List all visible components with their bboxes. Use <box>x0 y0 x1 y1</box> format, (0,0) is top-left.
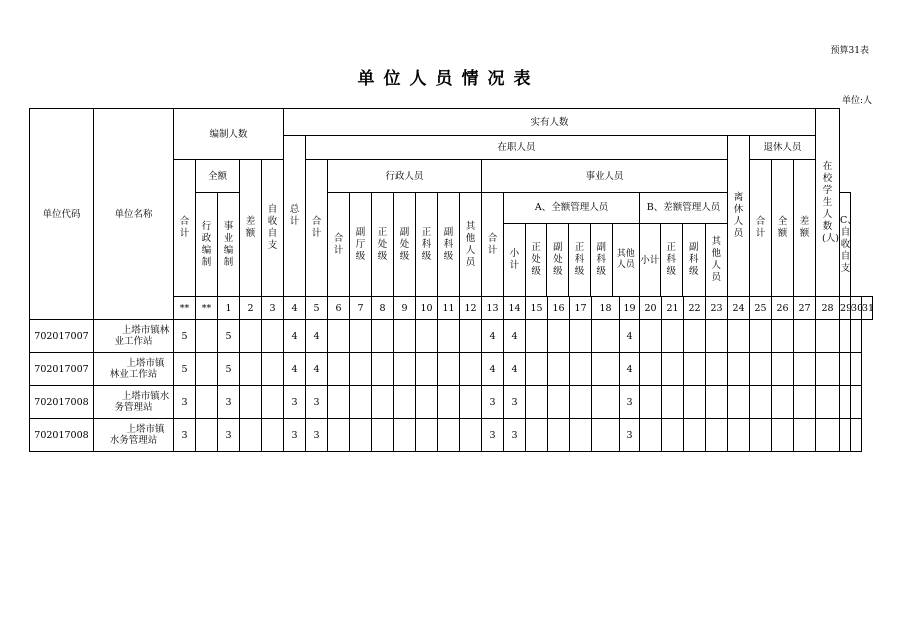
idx-19: 19 <box>620 297 640 320</box>
value-cell <box>794 386 816 419</box>
hdr-students: 在校学生人数(人) <box>816 109 840 297</box>
value-cell <box>350 320 372 353</box>
value-cell <box>570 320 592 353</box>
hdr-dept-div: 正处级 <box>372 193 394 297</box>
hdr-a-sect: 正科级 <box>568 224 590 296</box>
value-cell: 3 <box>174 386 196 419</box>
unit-name-line1: 上塔市镇水 <box>121 391 170 402</box>
value-cell <box>851 386 862 419</box>
value-cell <box>416 419 438 452</box>
value-cell: 4 <box>504 353 526 386</box>
unit-name-line2: 水务管理站 <box>109 435 158 446</box>
hdr-deputy-dept: 副厅级 <box>350 193 372 297</box>
value-cell <box>662 353 684 386</box>
value-cell <box>592 386 620 419</box>
value-cell <box>350 386 372 419</box>
value-cell <box>684 320 706 353</box>
unit-name-cell <box>94 320 174 353</box>
value-cell <box>548 386 570 419</box>
unit-code-cell: 702017008 <box>30 419 94 452</box>
value-cell <box>196 386 218 419</box>
value-cell <box>570 386 592 419</box>
value-cell <box>816 320 840 353</box>
hdr-c-self: C、自收自支 <box>840 193 851 297</box>
value-cell <box>240 320 262 353</box>
value-cell <box>728 320 750 353</box>
hdr-a-dsect: 副科级 <box>590 224 612 296</box>
idx-7: 7 <box>350 297 372 320</box>
value-cell <box>794 419 816 452</box>
idx-5: 5 <box>306 297 328 320</box>
hdr-b-diff-group <box>640 193 728 297</box>
value-cell <box>262 353 284 386</box>
idx-1: 1 <box>218 297 240 320</box>
hdr-actual: 实有人数 <box>284 109 816 136</box>
idx-24: 24 <box>728 297 750 320</box>
hdr-a-ddiv: 副处级 <box>546 224 568 296</box>
value-cell <box>684 419 706 452</box>
hdr-deputy-div: 副处级 <box>394 193 416 297</box>
value-cell <box>526 386 548 419</box>
unit-name-cell <box>94 386 174 419</box>
idx-2: 2 <box>240 297 262 320</box>
hdr-b-sub: 小计 <box>640 254 660 266</box>
value-cell <box>706 419 728 452</box>
hdr-grand-total: 总计 <box>284 136 306 297</box>
idx-17: 17 <box>570 297 592 320</box>
idx-30: 30 <box>851 297 862 320</box>
value-cell <box>196 353 218 386</box>
hdr-r-total: 合计 <box>750 160 772 297</box>
hdr-r-diff: 差额 <box>794 160 816 297</box>
idx-10: 10 <box>416 297 438 320</box>
value-cell <box>750 386 772 419</box>
value-cell <box>416 353 438 386</box>
value-cell: 4 <box>284 320 306 353</box>
hdr-r-full: 全额 <box>772 160 794 297</box>
value-cell: 4 <box>620 320 640 353</box>
hdr-b-dsect: 副科级 <box>682 224 704 296</box>
idx-21: 21 <box>662 297 684 320</box>
table-row <box>30 353 873 386</box>
unit-name-line1: 上塔市镇林 <box>121 325 170 336</box>
value-cell: 4 <box>482 353 504 386</box>
hdr-other: 其他人员 <box>460 193 482 297</box>
hdr-deputy-sect: 副科级 <box>438 193 460 297</box>
value-cell: 3 <box>306 386 328 419</box>
unit-name-cell <box>94 419 174 452</box>
value-cell <box>728 386 750 419</box>
hdr-unit-code: 单位代码 <box>30 109 94 320</box>
value-cell <box>328 419 350 452</box>
value-cell <box>460 320 482 353</box>
hdr-quota: 编制人数 <box>174 109 284 160</box>
table-row <box>30 386 873 419</box>
value-cell: 3 <box>284 386 306 419</box>
hdr-a-full: A、全额管理人员 <box>504 193 639 224</box>
table-row <box>30 419 873 452</box>
value-cell <box>240 353 262 386</box>
value-cell <box>526 320 548 353</box>
value-cell <box>196 419 218 452</box>
value-cell <box>328 386 350 419</box>
value-cell <box>372 386 394 419</box>
value-cell <box>372 353 394 386</box>
value-cell <box>328 353 350 386</box>
hdr-a-other: 其他人员 <box>612 224 639 296</box>
unit-name-line1: 上塔市镇 <box>126 358 165 369</box>
hdr-b-other: 其他人员 <box>705 224 727 296</box>
value-cell <box>262 386 284 419</box>
value-cell <box>460 386 482 419</box>
value-cell: 4 <box>306 353 328 386</box>
value-cell <box>350 419 372 452</box>
idx-28: 28 <box>816 297 840 320</box>
hdr-inst: 事业人员 <box>482 160 728 193</box>
value-cell <box>460 419 482 452</box>
value-cell <box>438 353 460 386</box>
value-cell: 3 <box>620 419 640 452</box>
value-cell <box>328 320 350 353</box>
hdr-quota-self: 自收自支 <box>262 160 284 297</box>
unit-name-line2: 林业工作站 <box>109 369 158 380</box>
hdr-retired: 退休人员 <box>750 136 816 160</box>
idx-23: 23 <box>706 297 728 320</box>
idx-16: 16 <box>548 297 570 320</box>
idx-11: 11 <box>438 297 460 320</box>
value-cell: 3 <box>284 419 306 452</box>
hdr-quota-total: 合计 <box>174 160 196 297</box>
hdr-a-div: 正处级 <box>525 224 547 296</box>
value-cell: 5 <box>218 353 240 386</box>
unit-code-cell: 702017007 <box>30 320 94 353</box>
value-cell <box>460 353 482 386</box>
value-cell <box>662 386 684 419</box>
idx-15: 15 <box>526 297 548 320</box>
value-cell <box>851 419 862 452</box>
hdr-b-diff: B、差额管理人员 <box>640 193 727 224</box>
value-cell <box>438 320 460 353</box>
value-cell: 3 <box>504 419 526 452</box>
value-cell <box>794 320 816 353</box>
value-cell <box>570 419 592 452</box>
hdr-unit-name: 单位名称 <box>94 109 174 320</box>
idx-31: 31 <box>862 297 873 320</box>
value-cell <box>772 320 794 353</box>
idx-22: 22 <box>684 297 706 320</box>
value-cell <box>706 353 728 386</box>
value-cell <box>394 386 416 419</box>
unit-label: 单位:人 <box>841 96 872 106</box>
idx-25: 25 <box>750 297 772 320</box>
idx-code: ** <box>174 297 196 320</box>
idx-12: 12 <box>460 297 482 320</box>
hdr-on-total: 合计 <box>306 160 328 297</box>
hdr-quota-diff: 差额 <box>240 160 262 297</box>
value-cell <box>840 320 851 353</box>
hdr-adm-total: 合计 <box>328 193 350 297</box>
idx-13: 13 <box>482 297 504 320</box>
value-cell <box>706 320 728 353</box>
idx-4: 4 <box>284 297 306 320</box>
hdr-on-duty: 在职人员 <box>306 136 728 160</box>
hdr-a-full-group <box>504 193 640 297</box>
value-cell <box>372 419 394 452</box>
value-cell: 3 <box>306 419 328 452</box>
value-cell <box>684 386 706 419</box>
idx-29: 29 <box>840 297 851 320</box>
value-cell: 5 <box>218 320 240 353</box>
value-cell <box>772 353 794 386</box>
idx-6: 6 <box>328 297 350 320</box>
value-cell: 3 <box>482 419 504 452</box>
value-cell: 3 <box>504 386 526 419</box>
value-cell <box>438 419 460 452</box>
hdr-sect: 正科级 <box>416 193 438 297</box>
idx-14: 14 <box>504 297 526 320</box>
idx-26: 26 <box>772 297 794 320</box>
hdr-b-sect: 正科级 <box>660 224 682 296</box>
value-cell <box>816 386 840 419</box>
value-cell <box>262 419 284 452</box>
form-code: 预算31表 <box>830 46 869 56</box>
value-cell <box>640 320 662 353</box>
page-title: 单位人员情况表 <box>357 69 540 89</box>
value-cell <box>640 419 662 452</box>
value-cell <box>548 419 570 452</box>
idx-18: 18 <box>592 297 620 320</box>
hdr-admin-quota: 行政编制 <box>196 193 218 297</box>
value-cell <box>640 353 662 386</box>
value-cell <box>772 419 794 452</box>
value-cell: 3 <box>482 386 504 419</box>
value-cell <box>196 320 218 353</box>
unit-code-cell: 702017007 <box>30 353 94 386</box>
idx-27: 27 <box>794 297 816 320</box>
unit-name-cell <box>94 353 174 386</box>
value-cell <box>262 320 284 353</box>
value-cell <box>394 353 416 386</box>
value-cell: 4 <box>284 353 306 386</box>
value-cell <box>592 320 620 353</box>
value-cell <box>728 353 750 386</box>
idx-20: 20 <box>640 297 662 320</box>
idx-8: 8 <box>372 297 394 320</box>
value-cell: 5 <box>174 353 196 386</box>
value-cell <box>662 320 684 353</box>
table-row <box>30 320 873 353</box>
value-cell <box>438 386 460 419</box>
value-cell <box>840 386 851 419</box>
value-cell <box>728 419 750 452</box>
value-cell <box>240 386 262 419</box>
value-cell <box>592 353 620 386</box>
idx-9: 9 <box>394 297 416 320</box>
value-cell <box>394 419 416 452</box>
value-cell: 3 <box>174 419 196 452</box>
value-cell <box>416 320 438 353</box>
value-cell: 3 <box>218 419 240 452</box>
hdr-full: 全额 <box>196 160 240 193</box>
value-cell: 4 <box>482 320 504 353</box>
unit-name-line2: 业工作站 <box>114 336 153 347</box>
value-cell <box>372 320 394 353</box>
value-cell <box>816 353 840 386</box>
value-cell: 4 <box>504 320 526 353</box>
value-cell <box>851 320 862 353</box>
value-cell <box>750 320 772 353</box>
value-cell <box>684 353 706 386</box>
value-cell <box>240 419 262 452</box>
value-cell <box>794 353 816 386</box>
value-cell <box>416 386 438 419</box>
unit-code-cell: 702017008 <box>30 386 94 419</box>
value-cell <box>816 419 840 452</box>
value-cell <box>526 419 548 452</box>
hdr-a-sub: 小计 <box>509 248 520 271</box>
value-cell: 5 <box>174 320 196 353</box>
value-cell <box>394 320 416 353</box>
value-cell <box>750 353 772 386</box>
value-cell: 3 <box>620 386 640 419</box>
hdr-admin: 行政人员 <box>328 160 482 193</box>
idx-0: ** <box>196 297 218 320</box>
hdr-inst-quota: 事业编制 <box>218 193 240 297</box>
idx-3: 3 <box>262 297 284 320</box>
value-cell <box>570 353 592 386</box>
value-cell <box>350 353 372 386</box>
hdr-inst-total: 合计 <box>482 193 504 297</box>
value-cell <box>640 386 662 419</box>
value-cell: 3 <box>218 386 240 419</box>
value-cell: 4 <box>620 353 640 386</box>
value-cell <box>840 419 851 452</box>
value-cell <box>840 353 851 386</box>
value-cell <box>662 419 684 452</box>
unit-name-line1: 上塔市镇 <box>126 424 165 435</box>
value-cell <box>548 320 570 353</box>
value-cell <box>526 353 548 386</box>
value-cell <box>548 353 570 386</box>
value-cell <box>706 386 728 419</box>
unit-name-line2: 务管理站 <box>114 402 153 413</box>
hdr-retiree: 离休人员 <box>728 136 750 297</box>
value-cell <box>750 419 772 452</box>
value-cell <box>851 353 862 386</box>
value-cell <box>592 419 620 452</box>
personnel-table <box>29 108 873 452</box>
value-cell: 4 <box>306 320 328 353</box>
value-cell <box>772 386 794 419</box>
